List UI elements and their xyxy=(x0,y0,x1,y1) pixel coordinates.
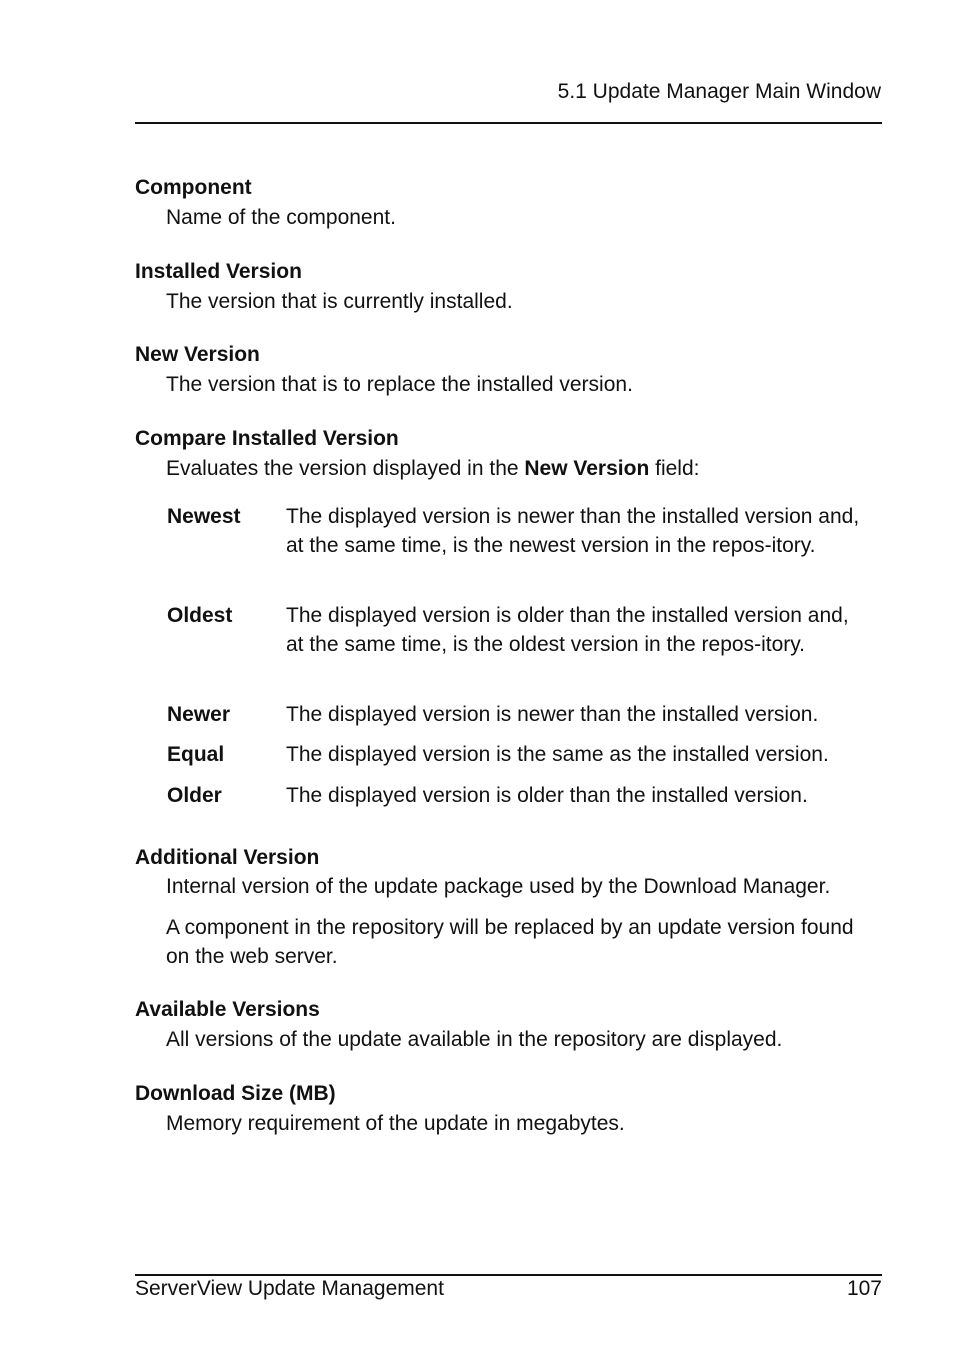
description-text-start: Evaluates the version displayed in the xyxy=(166,457,525,480)
value-description-newer: The displayed version is newer than the installed version. xyxy=(286,703,819,726)
value-term-oldest: Oldest xyxy=(167,604,233,627)
description-new-version: The version that is to replace the installed version. xyxy=(166,373,633,396)
value-term-newest: Newest xyxy=(167,505,241,528)
value-description-equal: The displayed version is the same as the installed version. xyxy=(286,743,829,766)
page-number: 107 xyxy=(846,1277,882,1300)
description-text-end: field: xyxy=(649,457,700,480)
description-installed-version: The version that is currently installed. xyxy=(166,290,513,313)
running-header: 5.1 Update Manager Main Window xyxy=(557,80,881,103)
value-term-newer: Newer xyxy=(167,703,231,726)
term-download-size: Download Size (MB) xyxy=(135,1082,336,1105)
term-additional-version: Additional Version xyxy=(135,846,320,869)
header-divider xyxy=(135,122,882,124)
description-download-size: Memory requirement of the update in megabytes. xyxy=(166,1112,625,1135)
footer-document-title: ServerView Update Management xyxy=(135,1277,444,1300)
value-term-equal: Equal xyxy=(167,743,225,766)
value-description-older: The displayed version is older than the installed version. xyxy=(286,784,808,807)
description-component: Name of the component. xyxy=(166,206,396,229)
value-description-oldest: The displayed version is older than the installed version and, at the same time, is the oldest version in the repos-itory. xyxy=(286,604,849,656)
term-component: Component xyxy=(135,176,252,199)
description-additional-version: Internal version of the update package used by the Download Manager. xyxy=(166,875,831,898)
value-term-older: Older xyxy=(167,784,222,807)
description-available-versions: All versions of the update available in the repository are displayed. xyxy=(166,1028,783,1051)
field-name-new-version: New Version xyxy=(524,457,650,480)
value-description-newest: The displayed version is newer than the installed version and, at the same time, is the newest version in the repos-itory. xyxy=(286,505,860,557)
term-installed-version: Installed Version xyxy=(135,260,302,283)
term-available-versions: Available Versions xyxy=(135,998,320,1021)
term-new-version: New Version xyxy=(135,343,260,366)
term-compare-installed-version: Compare Installed Version xyxy=(135,427,399,450)
note-additional-version: A component in the repository will be replaced by an update version found on the web server. xyxy=(166,916,854,968)
description-compare-installed-version xyxy=(166,454,882,483)
